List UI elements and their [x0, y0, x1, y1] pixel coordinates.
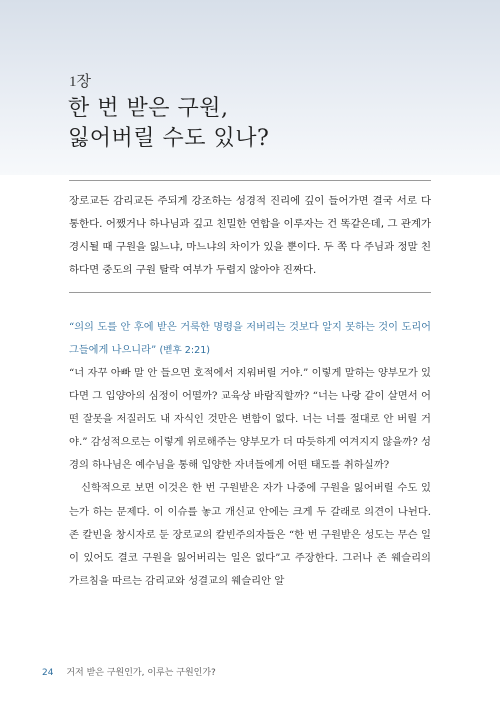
chapter-title-line-1: 한 번 받은 구원,	[68, 96, 229, 121]
chapter-summary-text: 장로교든 감리교든 주되게 강조하는 성경적 진리에 깊이 들어가면 결국 서로 다 통한다. 어쨌거나 하나님과 깊고 친밀한 연합을 이루자는 건 똑같은데, 그 관계가 경시될 때 구원을 잃느냐, 마느냐의 차이가 있을 뿐이다. 두 쪽 다 주님과 정말 친하다면 중도의 구원 탈락 여부가 두렵지 않아야 진짜다.	[69, 195, 431, 276]
chapter-title	[68, 94, 269, 154]
epigraph-reference: (벧후 2:21)	[159, 345, 211, 356]
running-title: 거저 받은 구원인가, 이루는 구원인가?	[66, 668, 216, 678]
chapter-summary-box	[69, 180, 431, 293]
page-number: 24	[42, 668, 54, 678]
body-paragraph-1: “너 자꾸 아빠 말 안 들으면 호적에서 지워버릴 거야.” 이렇게 말하는 양부모가 있다면 그 입양아의 심정이 어떨까? 교육상 바람직할까? “너는 나랑 같이 살면서 어떤 잘못을 저질러도 내 자식인 것만은 변함이 없다. 너는 너를 절대로 안 버릴 거야.” 감성적으로는 이렇게 위로해주는 양부모가 더 따듯하게 여겨지지 않을까? 성경의 하나님은 예수님을 통해 입양한 자녀들에게 어떤 태도를 취하실까?	[69, 367, 431, 472]
chapter-title-line-2: 잃어버릴 수도 있나?	[68, 126, 270, 151]
scripture-epigraph	[69, 316, 431, 362]
chapter-label: 1장	[69, 74, 91, 90]
page-footer	[42, 665, 216, 678]
body-paragraph-2: 신학적으로 보면 이것은 한 번 구원받은 자가 나중에 구원을 잃어버릴 수도 있는가 하는 문제다. 이 이슈를 놓고 개신교 안에는 크게 두 갈래로 의견이 나뉜다. 존 칼빈을 창시자로 둔 장로교의 칼빈주의자들은 “한 번 구원받은 성도는 무슨 일이 있어도 결코 구원을 잃어버리는 일은 없다”고 주장한다. 그러나 존 웨슬리의 가르침을 따르는 감리교와 성결교의 웨슬리안 알	[69, 482, 431, 587]
epigraph-quote: “의의 도를 안 후에 받은 거룩한 명령을 저버리는 것보다 알지 못하는 것이 도리어 그들에게 나으니라”	[69, 322, 431, 356]
body-text	[69, 362, 431, 593]
